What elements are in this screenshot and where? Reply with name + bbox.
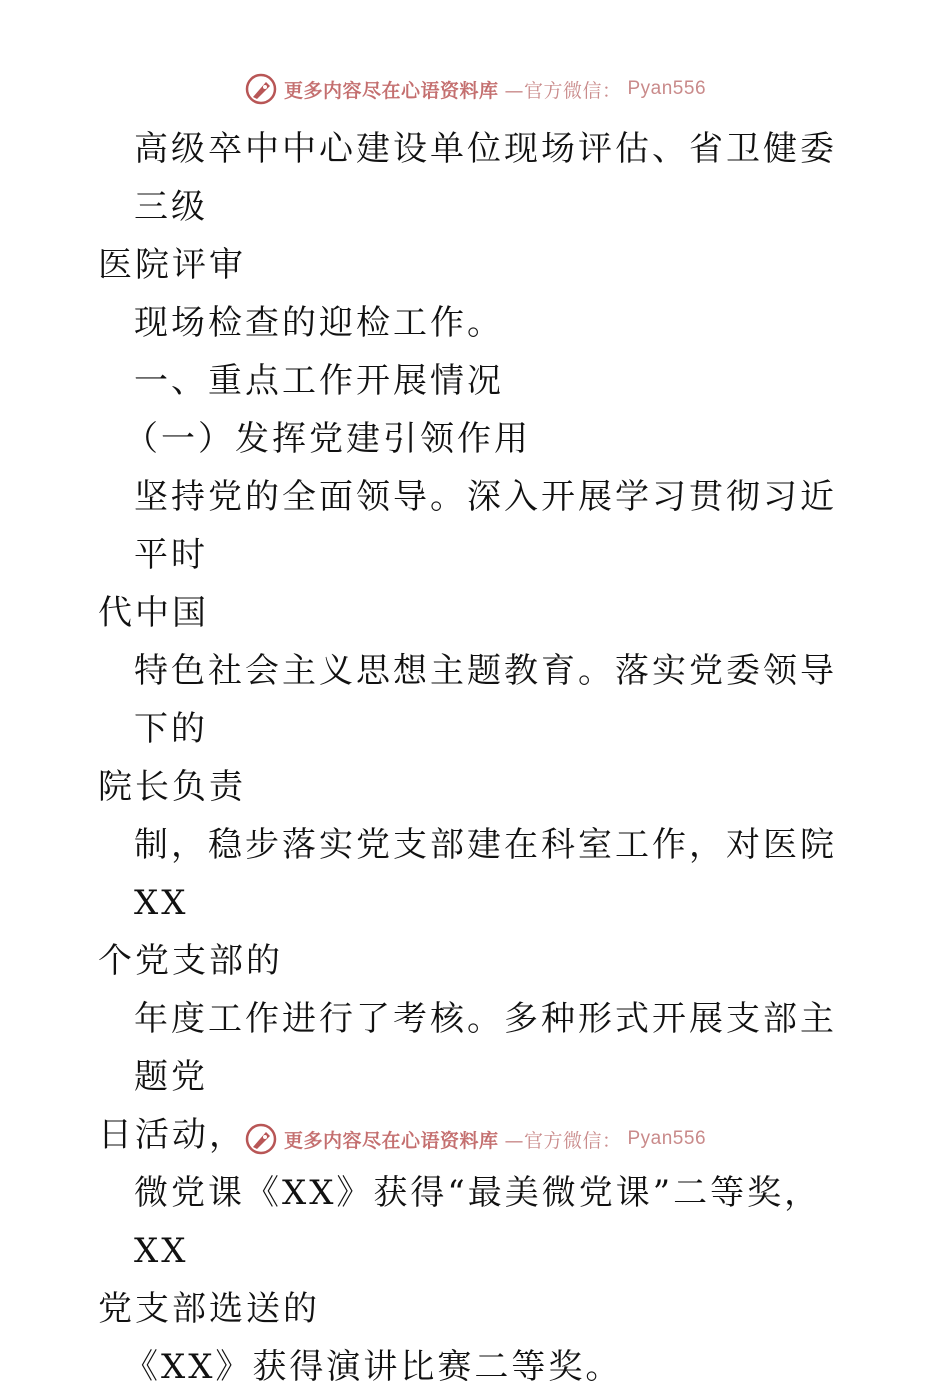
pen-nib-logo-icon [244, 72, 278, 106]
subsection-heading: （一）发挥党建引领作用 [124, 419, 531, 459]
paragraph-line: 《XX》获得演讲比赛二等奖。 [124, 1347, 623, 1387]
paragraph-line: 微党课《XX》获得“最美微党课”二等奖，XX [134, 1173, 822, 1271]
watermark-label: —官方微信： [504, 79, 622, 102]
document-body [98, 120, 868, 1396]
paragraph-line: 年度工作进行了考核。多种形式开展支部主题党 [134, 999, 837, 1097]
watermark-wechat-id: Pyan556 [627, 78, 707, 99]
footer-watermark [0, 1122, 950, 1156]
watermark-label: —官方微信： [504, 1129, 622, 1152]
watermark-title: 更多内容尽在心语资料库 [283, 1129, 499, 1152]
watermark-wechat-id: Pyan556 [627, 1128, 707, 1149]
paragraph-line: 院长负责 [98, 767, 246, 807]
paragraph-line: 特色社会主义思想主题教育。落实党委领导下的 [134, 651, 837, 749]
paragraph-line: 党支部选送的 [98, 1289, 320, 1329]
section-heading: 一、重点工作开展情况 [134, 361, 504, 401]
paragraph-line: 现场检查的迎检工作。 [134, 303, 504, 343]
pen-nib-logo-icon [244, 1122, 278, 1156]
paragraph-line: 医院评审 [98, 245, 246, 285]
header-watermark [0, 72, 950, 106]
paragraph-line: 个党支部的 [98, 941, 283, 981]
paragraph-line: 日活动， [98, 1115, 246, 1155]
watermark-title: 更多内容尽在心语资料库 [283, 79, 499, 102]
paragraph-line: 坚持党的全面领导。深入开展学习贯彻习近平时 [134, 477, 837, 575]
paragraph-line: 高级卒中中心建设单位现场评估、省卫健委三级 [134, 129, 837, 227]
paragraph-line: 代中国 [98, 593, 209, 633]
paragraph-line: 制，稳步落实党支部建在科室工作，对医院 XX [134, 825, 851, 923]
